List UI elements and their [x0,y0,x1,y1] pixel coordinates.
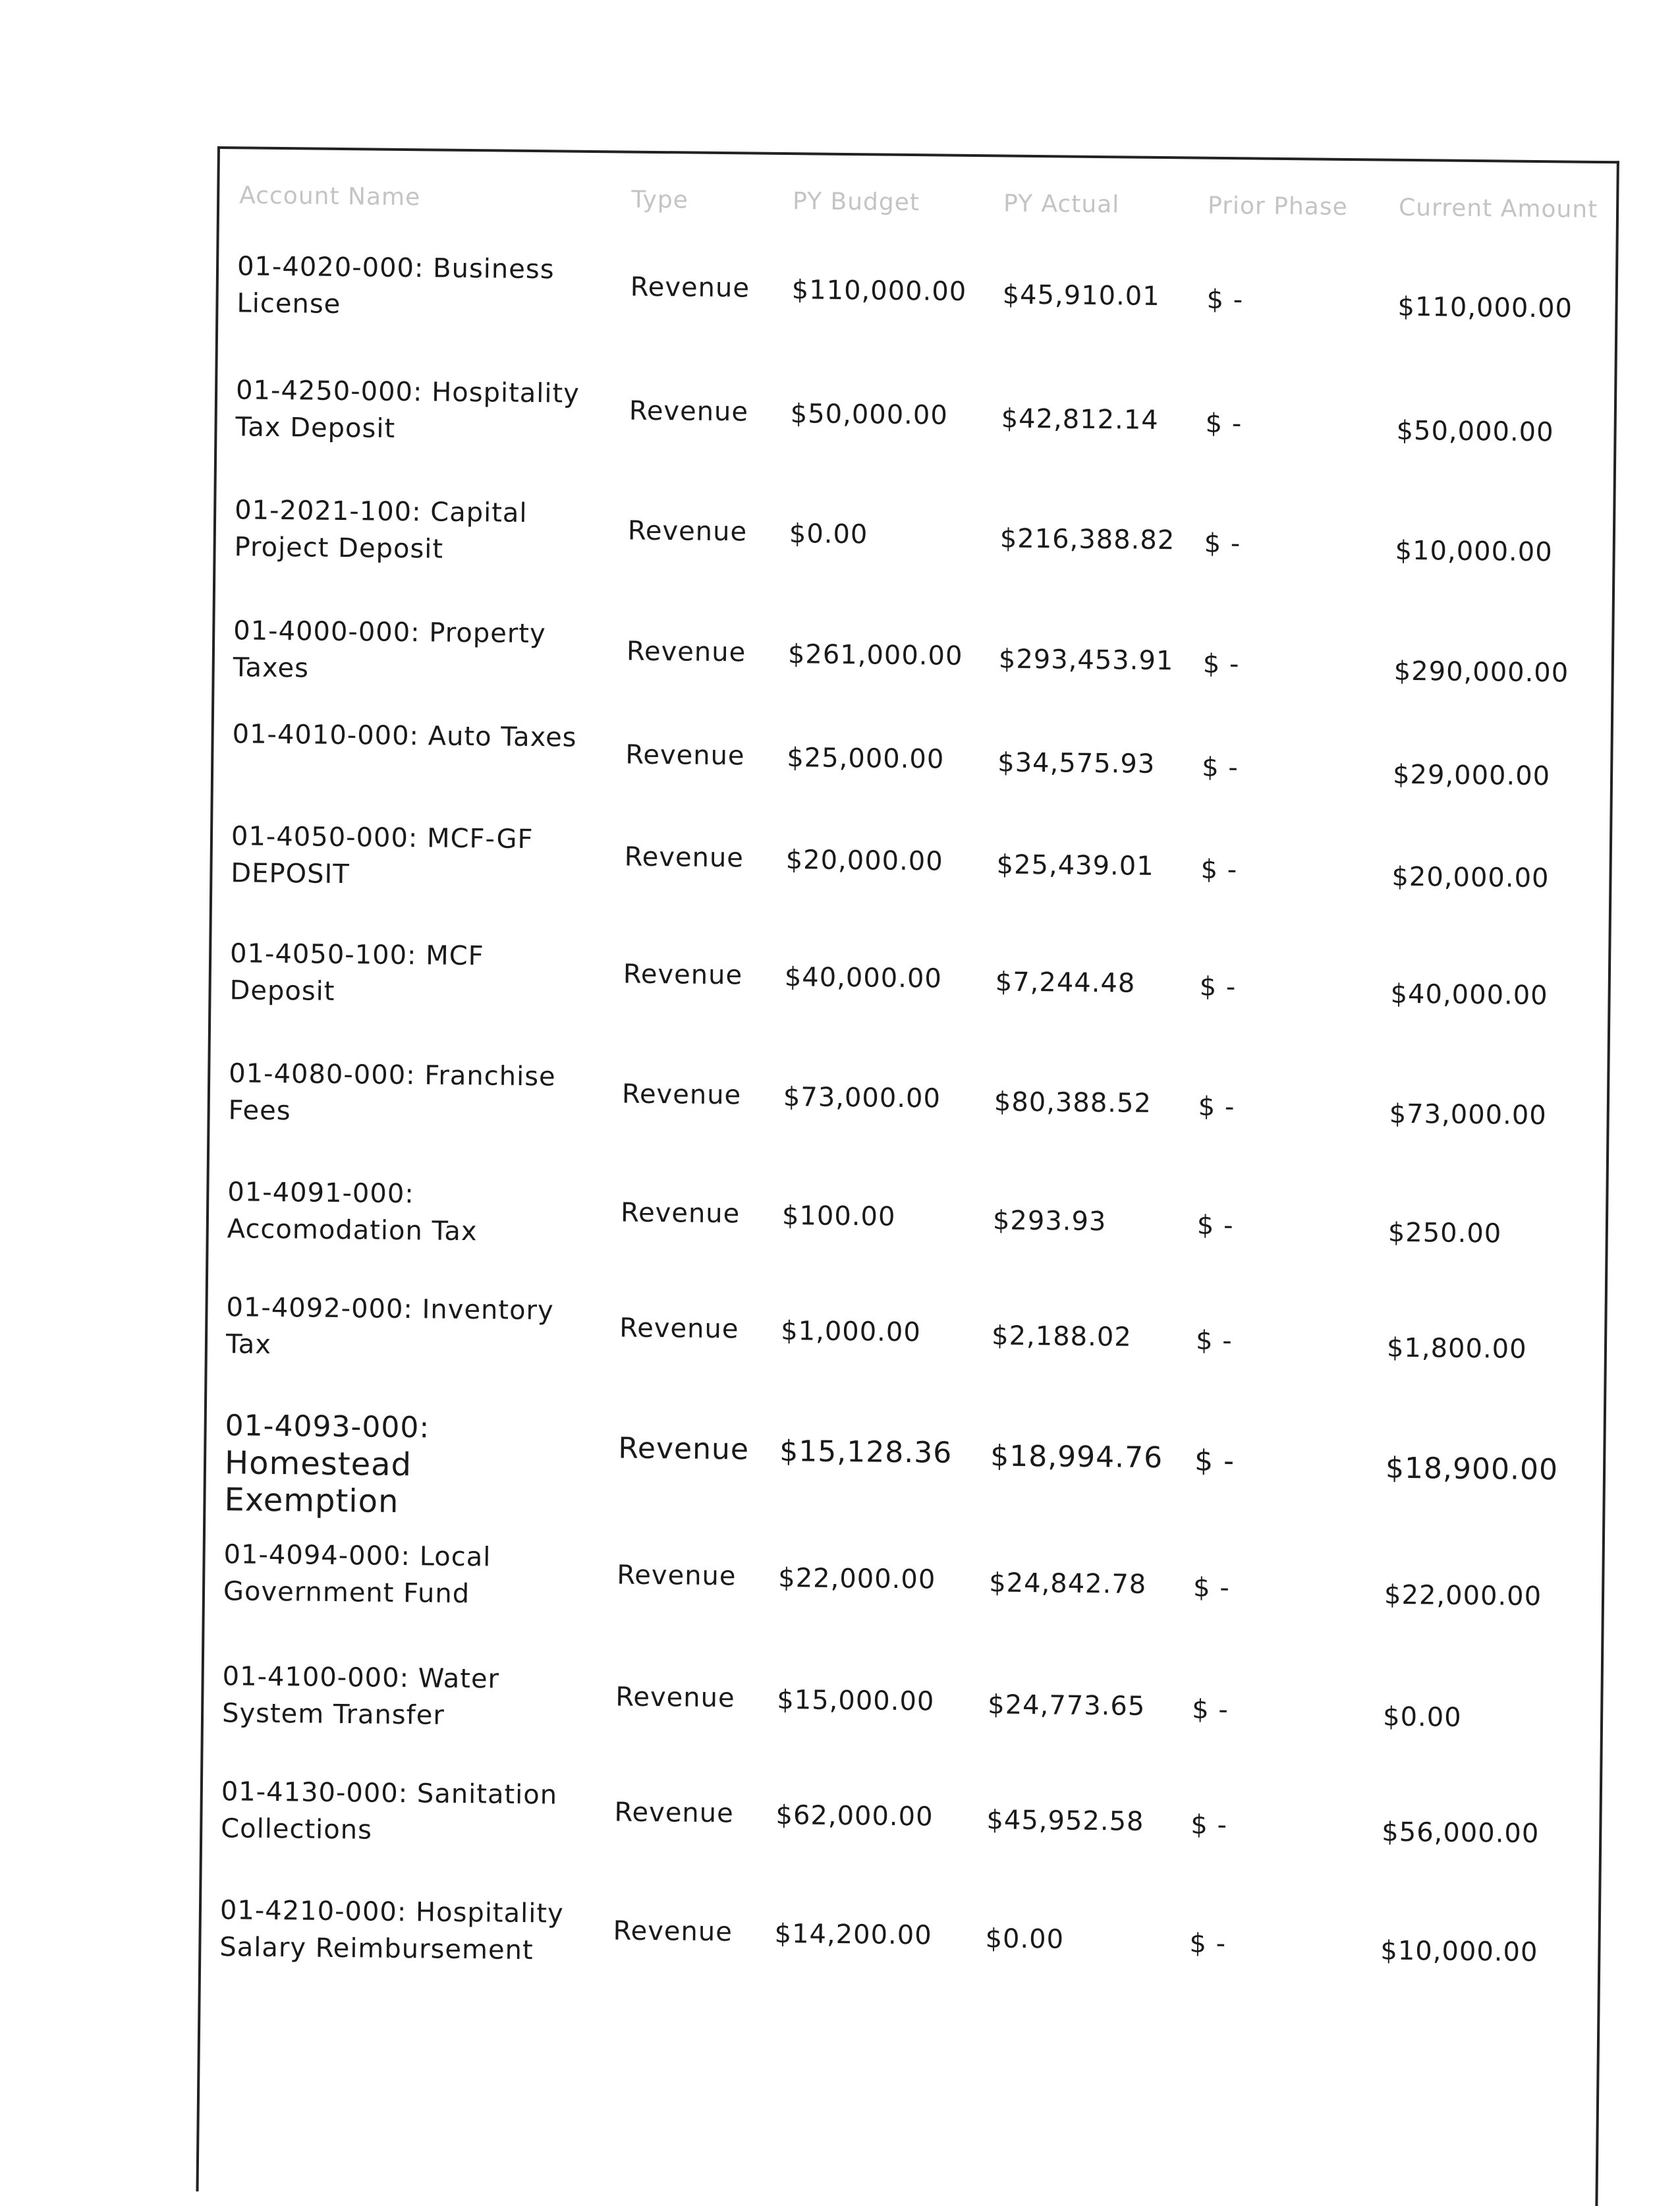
row-prior-phase: $ - [1195,1325,1233,1357]
row-py-budget: $0.00 [789,519,868,550]
row-py-budget: $14,200.00 [774,1919,932,1951]
table-row [215,492,1613,605]
row-prior-phase: $ - [1196,1210,1234,1241]
header-current-amount: Current Amount [1398,194,1598,223]
row-py-actual: $216,388.82 [999,523,1175,556]
account-name-line-1: 01-4050-000: MCF-GF [231,821,534,855]
row-current-amount: $50,000.00 [1396,415,1554,448]
row-prior-phase: $ - [1192,1572,1231,1604]
row-prior-phase: $ - [1190,1809,1228,1841]
row-type: Revenue [623,959,743,991]
row-current-amount: $20,000.00 [1391,861,1550,894]
row-type: Revenue [621,1079,742,1111]
account-name-line-1: 01-4050-100: MCF [229,938,484,972]
table-row [207,1289,1604,1402]
table-row [203,1658,1600,1771]
row-account-name [224,1407,594,1522]
row-py-actual: $80,388.52 [994,1087,1152,1119]
row-account-name [232,716,602,756]
row-py-actual: $18,994.76 [990,1439,1163,1475]
row-type: Revenue [627,515,748,548]
row-type: Revenue [613,1915,733,1948]
row-type: Revenue [615,1682,735,1714]
row-py-budget: $100.00 [781,1201,896,1232]
row-py-budget: $40,000.00 [784,962,943,994]
row-py-actual: $2,188.02 [991,1320,1132,1353]
row-current-amount: $10,000.00 [1395,535,1553,568]
account-name-line-1: 01-4130-000: Sanitation [221,1776,558,1811]
row-prior-phase: $ - [1201,752,1239,783]
row-py-actual: $7,244.48 [995,967,1136,999]
account-name-line-2: Salary Reimbursement [219,1932,534,1966]
table-header [219,182,1617,236]
row-account-name [221,1773,590,1851]
account-name-line-1: 01-4210-000: Hospitality [219,1895,564,1929]
row-py-actual: $293.93 [992,1205,1107,1237]
account-name-line-2: Fees [228,1095,291,1127]
row-account-name [227,1174,596,1251]
account-name-line-2: Project Deposit [234,532,444,565]
row-account-name [231,818,600,895]
row-prior-phase: $ - [1189,1928,1227,1960]
account-name-line-2: Accomodation Tax [227,1214,478,1247]
row-prior-phase: $ - [1206,284,1244,316]
table-row [201,1892,1598,2005]
row-py-budget: $261,000.00 [787,639,963,671]
row-prior-phase: $ - [1194,1444,1235,1479]
table-row [204,1536,1602,1649]
row-py-actual: $0.00 [985,1923,1065,1955]
account-name-line-1: 01-4093-000: [225,1409,430,1445]
row-type: Revenue [614,1797,734,1829]
table-row [206,1407,1603,1521]
row-py-actual: $25,439.01 [996,849,1154,882]
account-name-line-2: System Transfer [221,1698,445,1731]
row-current-amount: $0.00 [1382,1701,1462,1733]
account-name-line-2: Taxes [233,652,310,684]
row-account-name [222,1658,592,1736]
row-prior-phase: $ - [1204,528,1241,559]
account-name-line-2: Tax Deposit [235,412,396,444]
row-type: Revenue [629,395,749,428]
row-py-budget: $20,000.00 [785,845,943,877]
table-row [210,1055,1607,1168]
table-row [208,1174,1606,1287]
account-name-line-2: Homestead Exemption [224,1444,412,1520]
account-name-line-2: Collections [221,1813,373,1846]
row-py-actual: $45,910.01 [1002,279,1160,312]
account-name-line-1: 01-4100-000: Water [222,1661,500,1695]
header-py-budget: PY Budget [792,188,920,217]
row-type: Revenue [626,636,746,668]
account-name-line-1: 01-4091-000: [227,1177,414,1210]
row-account-name [228,1055,598,1133]
header-py-actual: PY Actual [1003,190,1120,219]
row-py-budget: $15,000.00 [777,1685,935,1717]
table-row [202,1773,1600,1886]
row-current-amount: $29,000.00 [1392,759,1551,792]
row-py-actual: $24,773.65 [988,1689,1146,1722]
header-type: Type [630,186,689,214]
row-py-actual: $42,812.14 [1001,403,1159,436]
header-account-name: Account Name [239,182,421,212]
row-type: Revenue [618,1431,750,1467]
row-py-actual: $45,952.58 [986,1805,1144,1837]
account-name-line-1: 01-2021-100: Capital [234,495,528,528]
row-type: Revenue [625,739,745,772]
row-account-name [235,372,605,449]
row-py-actual: $34,575.93 [997,747,1156,779]
account-name-line-1: 01-4250-000: Hospitality [235,375,580,409]
row-current-amount: $40,000.00 [1390,978,1548,1011]
row-current-amount: $18,900.00 [1385,1451,1559,1487]
row-type: Revenue [617,1560,737,1592]
row-py-budget: $15,128.36 [779,1434,953,1470]
row-current-amount: $1,800.00 [1386,1332,1527,1365]
account-name-line-1: 01-4000-000: Property [233,615,546,650]
row-prior-phase: $ - [1191,1694,1229,1726]
row-current-amount: $56,000.00 [1382,1817,1540,1850]
row-type: Revenue [620,1197,741,1230]
row-current-amount: $10,000.00 [1380,1935,1538,1968]
row-account-name [233,612,602,690]
row-account-name [237,248,606,325]
row-prior-phase: $ - [1200,854,1238,886]
row-current-amount: $290,000.00 [1393,656,1569,689]
row-prior-phase: $ - [1199,971,1237,1003]
row-py-budget: $110,000.00 [791,275,967,307]
row-prior-phase: $ - [1202,648,1240,680]
row-py-actual: $24,842.78 [988,1568,1147,1600]
row-prior-phase: $ - [1205,408,1243,439]
row-py-budget: $73,000.00 [783,1082,941,1114]
row-account-name [229,935,599,1013]
account-name-line-2: DEPOSIT [231,858,350,890]
row-py-budget: $22,000.00 [778,1563,936,1595]
row-account-name [219,1892,589,1969]
row-type: Revenue [619,1313,739,1345]
row-account-name [223,1536,593,1614]
account-name-line-2: Government Fund [223,1576,470,1610]
row-py-budget: $25,000.00 [787,743,945,775]
row-py-budget: $1,000.00 [780,1316,922,1348]
table-row [213,716,1610,829]
table-row [217,372,1614,485]
table-row [212,818,1610,931]
header-prior-phase: Prior Phase [1207,192,1348,221]
row-py-actual: $293,453.91 [998,644,1174,677]
account-name-line-1: 01-4094-000: Local [223,1539,491,1573]
row-current-amount: $110,000.00 [1397,291,1573,324]
row-account-name [234,492,603,569]
table-row [214,612,1611,725]
row-account-name [226,1289,596,1367]
row-prior-phase: $ - [1198,1091,1235,1123]
account-name-line-1: 01-4092-000: Inventory [226,1292,554,1326]
table-body [219,248,1615,1968]
row-py-budget: $62,000.00 [775,1800,934,1832]
row-current-amount: $22,000.00 [1384,1579,1542,1612]
table-frame [196,146,1619,2206]
account-name-line-2: Deposit [229,975,335,1007]
account-name-line-2: Tax [225,1329,272,1360]
row-current-amount: $250.00 [1387,1217,1502,1249]
row-current-amount: $73,000.00 [1389,1098,1547,1131]
table-row [211,935,1608,1048]
table-row [218,248,1615,361]
row-type: Revenue [630,271,750,304]
account-name-line-1: 01-4080-000: Franchise [229,1058,556,1092]
row-py-budget: $50,000.00 [790,399,949,431]
account-name-line-1: 01-4010-000: Auto Taxes [232,719,577,753]
account-name-line-2: License [237,288,341,320]
account-name-line-1: 01-4020-000: Business [237,251,555,285]
row-type: Revenue [624,841,744,874]
